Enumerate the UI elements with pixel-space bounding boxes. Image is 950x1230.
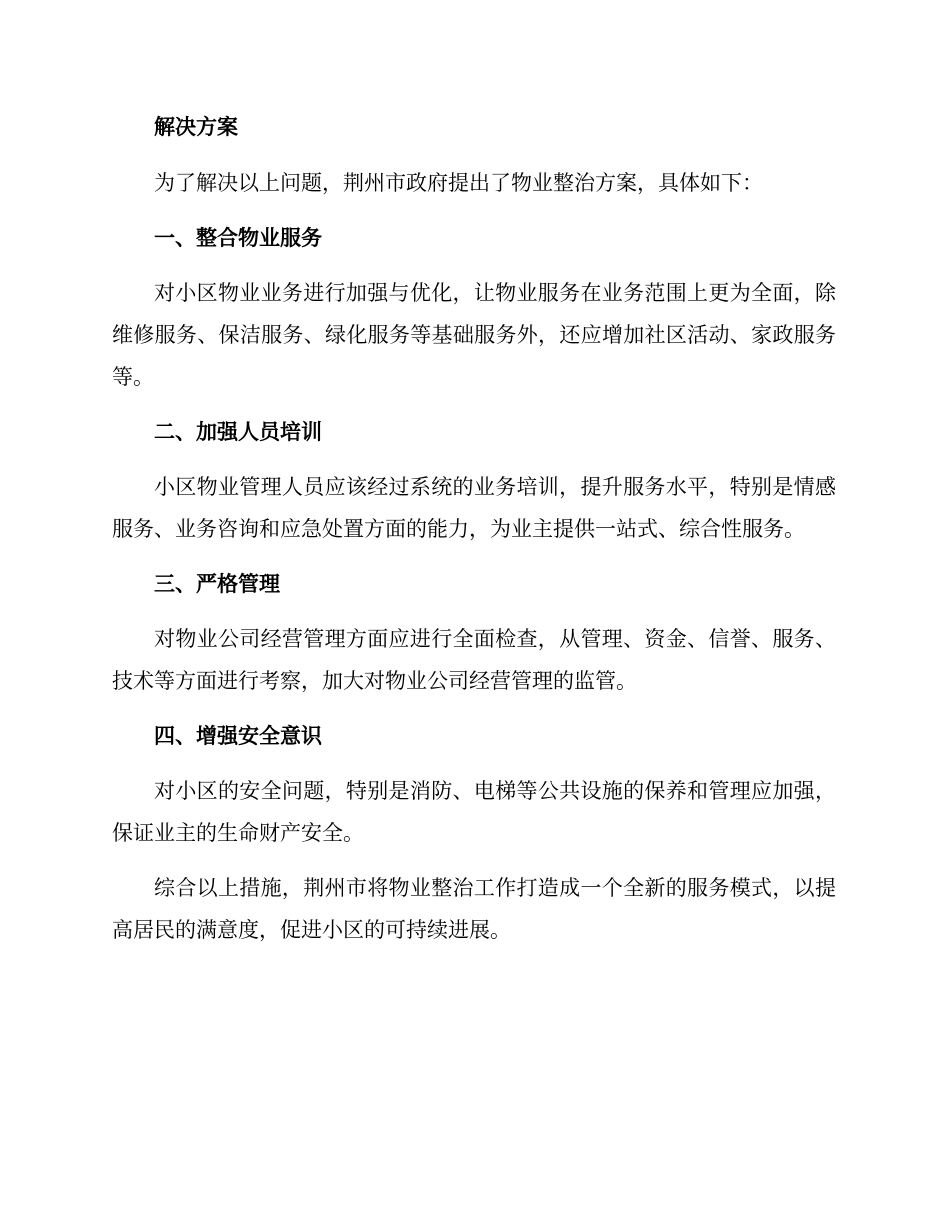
- conclusion-paragraph: 综合以上措施，荆州市将物业整治工作打造成一个全新的服务模式，以提高居民的满意度，促进小区的可持续进展。: [112, 876, 836, 942]
- section-heading-3: 三、严格管理: [154, 572, 280, 596]
- section-heading-2: 二、加强人员培训: [154, 420, 322, 444]
- section-heading-4: 四、增强安全意识: [154, 724, 322, 748]
- intro-paragraph: 为了解决以上问题，荆州市政府提出了物业整治方案，具体如下：: [154, 171, 763, 195]
- document-body: [112, 106, 836, 951]
- section-body-4: 对小区的安全问题，特别是消防、电梯等公共设施的保养和管理应加强，保证业主的生命财产安全。: [112, 779, 836, 845]
- section-title: 解决方案: [154, 115, 238, 139]
- section-body-3: 对物业公司经营管理方面应进行全面检查，从管理、资金、信誉、服务、技术等方面进行考察，加大对物业公司经营管理的监管。: [112, 627, 836, 693]
- section-body-2: 小区物业管理人员应该经过系统的业务培训，提升服务水平，特别是情感服务、业务咨询和应急处置方面的能力，为业主提供一站式、综合性服务。: [112, 475, 836, 541]
- section-body-1: 对小区物业业务进行加强与优化，让物业服务在业务范围上更为全面，除维修服务、保洁服务、绿化服务等基础服务外，还应增加社区活动、家政服务等。: [112, 281, 836, 389]
- section-heading-1: 一、整合物业服务: [154, 226, 322, 250]
